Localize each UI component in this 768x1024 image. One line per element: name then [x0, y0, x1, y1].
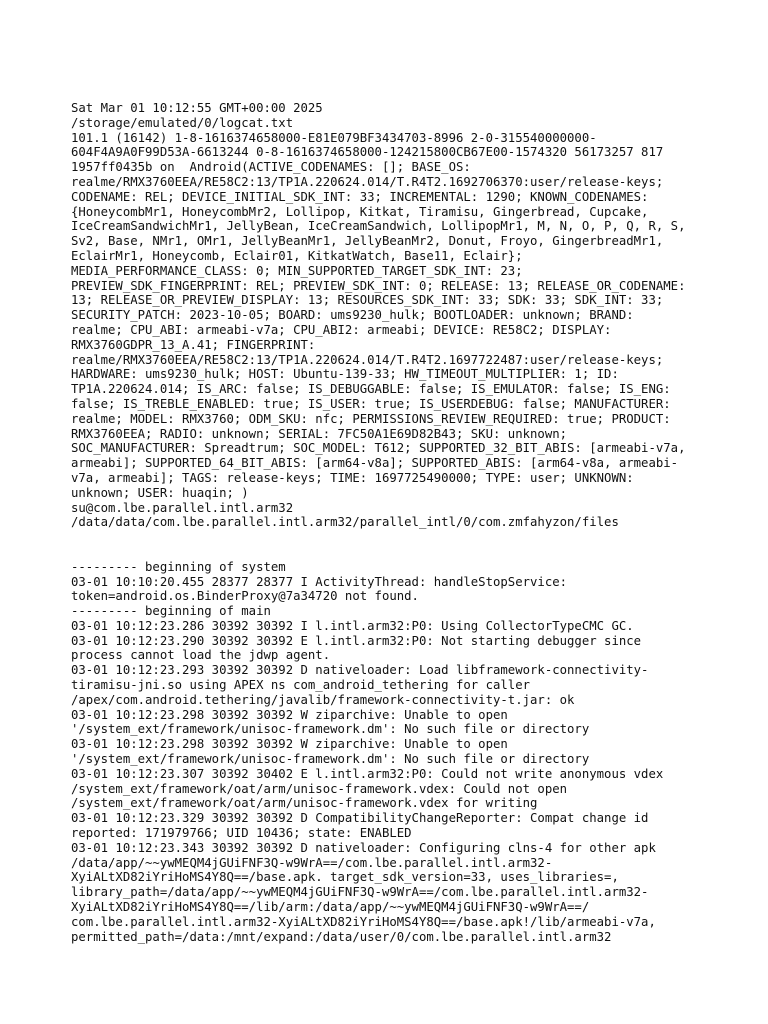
log-text-view: [71, 101, 761, 944]
log-line: 03-01 10:12:23.329 30392 30392 D CompatibilityChangeReporter: Compat change id: [71, 811, 649, 826]
log-line: /storage/emulated/0/logcat.txt: [71, 115, 294, 130]
log-line: Sat Mar 01 10:12:55 GMT+00:00 2025: [71, 101, 323, 115]
log-line: 03-01 10:12:23.293 30392 30392 D nativeloader: Load libframework-connectivity-: [71, 663, 649, 678]
log-line: XyiALtXD82iYriHoMS4Y8Q==/base.apk. target_sdk_version=33, uses_libraries=,: [71, 870, 619, 885]
log-line: realme/RMX3760EEA/RE58C2:13/TP1A.220624.014/T.R4T2.1692706370:user/release-keys;: [71, 174, 664, 189]
log-line: 03-01 10:12:23.286 30392 30392 I l.intl.arm32:P0: Using CollectorTypeCMC GC.: [71, 618, 634, 633]
log-line: CODENAME: REL; DEVICE_INITIAL_SDK_INT: 33; INCREMENTAL: 1290; KNOWN_CODENAMES:: [71, 189, 649, 204]
log-line: armeabi]; SUPPORTED_64_BIT_ABIS: [arm64-v8a]; SUPPORTED_ABIS: [arm64-v8a, armeabi-: [71, 456, 679, 471]
log-line: 13; RELEASE_OR_PREVIEW_DISPLAY: 13; RESOURCES_SDK_INT: 33; SDK: 33; SDK_INT: 33;: [71, 293, 664, 308]
log-line: /data/app/~~ywMEQM4jGUiFNF3Q-w9WrA==/com.lbe.parallel.intl.arm32-: [71, 855, 553, 870]
log-line: com.lbe.parallel.intl.arm32-XyiALtXD82iYriHoMS4Y8Q==/base.apk!/lib/armeabi-v7a,: [71, 914, 656, 929]
log-line: '/system_ext/framework/unisoc-framework.dm': No such file or directory: [71, 722, 590, 737]
log-line: PREVIEW_SDK_FINGERPRINT: REL; PREVIEW_SDK_INT: 0; RELEASE: 13; RELEASE_OR_CODENAME:: [71, 278, 686, 293]
log-line: process cannot load the jdwp agent.: [71, 648, 331, 663]
log-line: false; IS_TREBLE_ENABLED: true; IS_USER: true; IS_USERDEBUG: false; MANUFACTURER:: [71, 396, 671, 411]
log-line: token=android.os.BinderProxy@7a34720 not found.: [71, 589, 419, 604]
log-line: unknown; USER: huaqin; ): [71, 485, 249, 500]
log-line: TP1A.220624.014; IS_ARC: false; IS_DEBUGGABLE: false; IS_EMULATOR: false; IS_ENG:: [71, 382, 671, 397]
log-line: SECURITY_PATCH: 2023-10-05; BOARD: ums9230_hulk; BOOTLOADER: unknown; BRAND:: [71, 308, 634, 323]
log-line: Sv2, Base, NMr1, OMr1, JellyBeanMr1, JellyBeanMr2, Donut, Froyo, GingerbreadMr1,: [71, 234, 664, 249]
log-line: SOC_MANUFACTURER: Spreadtrum; SOC_MODEL: T612; SUPPORTED_32_BIT_ABIS: [armeabi-v7a,: [71, 441, 686, 456]
log-line: realme; MODEL: RMX3760; ODM_SKU: nfc; PERMISSIONS_REVIEW_REQUIRED: true; PRODUCT:: [71, 411, 671, 426]
log-line: /system_ext/framework/oat/arm/unisoc-framework.vdex for writing: [71, 796, 538, 811]
log-line: --------- beginning of main: [71, 604, 271, 619]
log-line: MEDIA_PERFORMANCE_CLASS: 0; MIN_SUPPORTED_TARGET_SDK_INT: 23;: [71, 263, 523, 278]
log-line: 03-01 10:12:23.298 30392 30392 W ziparchive: Unable to open: [71, 737, 508, 752]
log-line: IceCreamSandwichMr1, JellyBean, IceCreamSandwich, LollipopMr1, M, N, O, P, Q, R, S,: [71, 219, 686, 234]
log-line: HARDWARE: ums9230_hulk; HOST: Ubuntu-139-33; HW_TIMEOUT_MULTIPLIER: 1; ID:: [71, 367, 619, 382]
log-line: [71, 545, 761, 560]
log-line: realme; CPU_ABI: armeabi-v7a; CPU_ABI2: armeabi; DEVICE: RE58C2; DISPLAY:: [71, 322, 612, 337]
log-line: RMX3760GDPR_13_A.41; FINGERPRINT:: [71, 337, 316, 352]
log-line: 03-01 10:10:20.455 28377 28377 I ActivityThread: handleStopService:: [71, 574, 568, 589]
log-line: su@com.lbe.parallel.intl.arm32: [71, 500, 294, 515]
log-line: reported: 171979766; UID 10436; state: ENABLED: [71, 826, 412, 841]
log-line: {HoneycombMr1, HoneycombMr2, Lollipop, Kitkat, Tiramisu, Gingerbread, Cupcake,: [71, 204, 649, 219]
log-line: v7a, armeabi]; TAGS: release-keys; TIME: 1697725490000; TYPE: user; UNKNOWN:: [71, 470, 634, 485]
log-line: EclairMr1, Honeycomb, Eclair01, KitkatWatch, Base11, Eclair};: [71, 248, 523, 263]
log-line: tiramisu-jni.so using APEX ns com_android_tethering for caller: [71, 678, 531, 693]
log-line: 03-01 10:12:23.343 30392 30392 D nativeloader: Configuring clns-4 for other apk: [71, 840, 656, 855]
log-line: library_path=/data/app/~~ywMEQM4jGUiFNF3Q-w9WrA==/com.lbe.parallel.intl.arm32-: [71, 885, 649, 900]
log-line: realme/RMX3760EEA/RE58C2:13/TP1A.220624.014/T.R4T2.1697722487:user/release-keys;: [71, 352, 664, 367]
log-line: permitted_path=/data:/mnt/expand:/data/user/0/com.lbe.parallel.intl.arm32: [71, 929, 612, 944]
log-line: [71, 530, 761, 545]
log-line: 03-01 10:12:23.298 30392 30392 W ziparchive: Unable to open: [71, 707, 508, 722]
log-line: XyiALtXD82iYriHoMS4Y8Q==/lib/arm:/data/app/~~ywMEQM4jGUiFNF3Q-w9WrA==/: [71, 900, 590, 915]
log-line: /system_ext/framework/oat/arm/unisoc-framework.vdex: Could not open: [71, 781, 568, 796]
log-line: '/system_ext/framework/unisoc-framework.dm': No such file or directory: [71, 752, 590, 767]
log-line: /apex/com.android.tethering/javalib/framework-connectivity-t.jar: ok: [71, 692, 575, 707]
log-line: 03-01 10:12:23.307 30392 30402 E l.intl.arm32:P0: Could not write anonymous vdex: [71, 766, 664, 781]
log-line: 604F4A9A0F99D53A-6613244 0-8-1616374658000-124215800CB67E00-1574320 56173257 817: [71, 145, 664, 160]
log-line: 1957ff0435b on Android(ACTIVE_CODENAMES: []; BASE_OS:: [71, 160, 471, 175]
log-line: 101.1 (16142) 1-8-1616374658000-E81E079BF3434703-8996 2-0-315540000000-: [71, 130, 597, 145]
log-line: --------- beginning of system: [71, 559, 286, 574]
log-line: RMX3760EEA; RADIO: unknown; SERIAL: 7FC50A1E69D82B43; SKU: unknown;: [71, 426, 568, 441]
log-line: 03-01 10:12:23.290 30392 30392 E l.intl.arm32:P0: Not starting debugger since: [71, 633, 642, 648]
log-line: /data/data/com.lbe.parallel.intl.arm32/parallel_intl/0/com.zmfahyzon/files: [71, 515, 619, 530]
